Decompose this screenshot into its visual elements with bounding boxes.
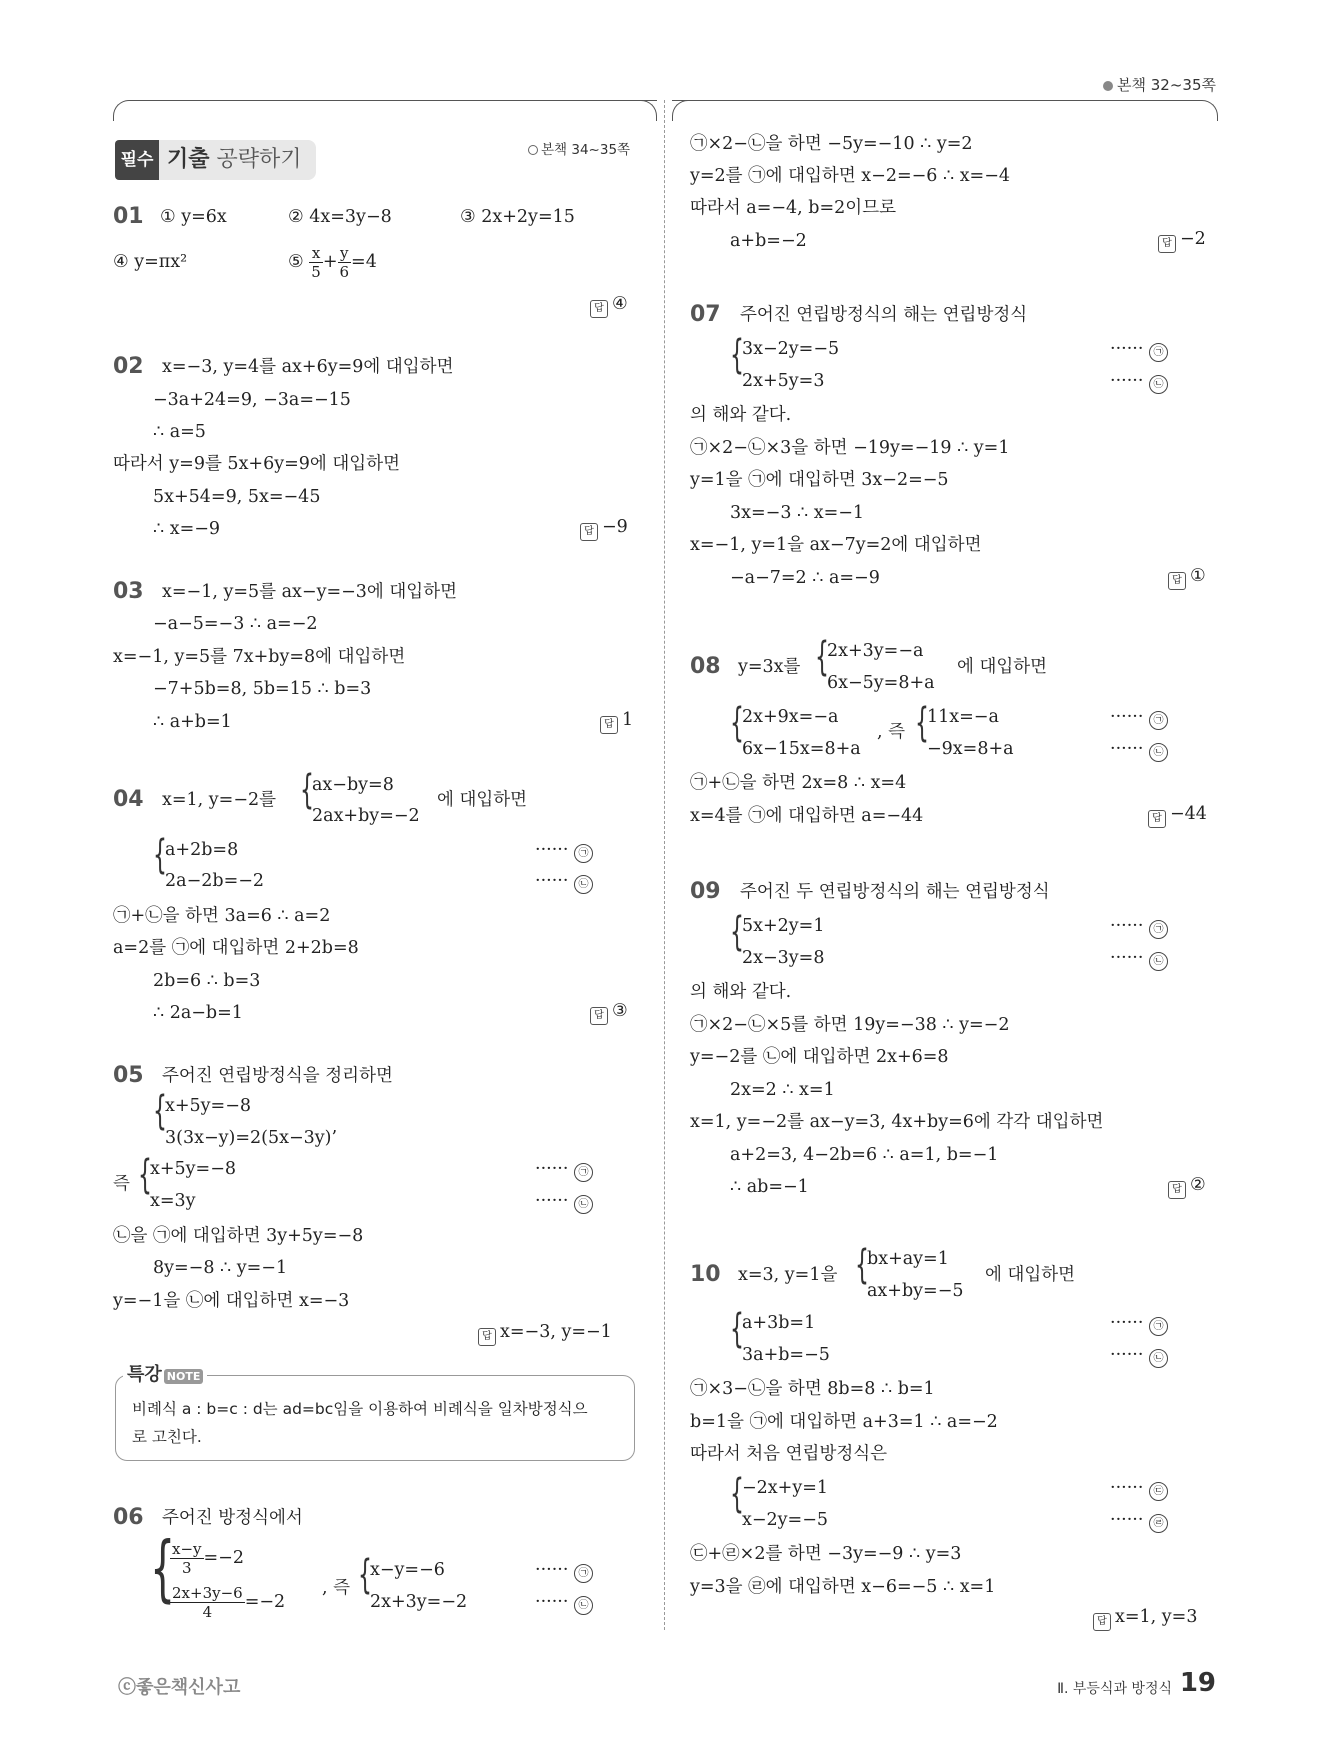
fraction: $\frac{2x+3y-6}{4}$ <box>172 1584 243 1621</box>
problem-04-equation: 2a−2b=−2 <box>165 871 265 891</box>
marker-a-icon: ㉠ <box>1149 711 1168 730</box>
problem-08-line: ㉠+㉡을 하면 2x=8 ∴ x=4 <box>690 773 907 793</box>
marker-a-icon: ㉠ <box>1149 1317 1168 1336</box>
problem-08-answer: 답 −44 <box>1148 804 1207 828</box>
problem-05-line: 주어진 연립방정식을 정리하면 <box>162 1066 393 1086</box>
page-number: 19 <box>1179 1668 1216 1698</box>
problem-02-answer: 답 −9 <box>580 517 628 541</box>
equation-label: ······ ㉠ <box>1110 914 1168 939</box>
problem-05-number: 05 <box>113 1063 144 1088</box>
equation-label: ······ ㉢ <box>1110 1476 1168 1501</box>
problem-07-line: 의 해와 같다. <box>690 405 792 425</box>
note-text: 로 고친다. <box>132 1428 202 1446</box>
problem-10-system: ax+by=−5 <box>867 1281 964 1301</box>
problem-07-equation: 3x−2y=−5 <box>742 339 840 359</box>
marker-b-icon: ㉡ <box>1149 375 1168 394</box>
problem-05-line: y=−1을 ㉡에 대입하면 x=−3 <box>113 1291 350 1311</box>
equation-label: ······ ㉡ <box>1110 1343 1168 1368</box>
equation-label: ······ ㉠ <box>1110 337 1168 362</box>
problem-09-equation: 5x+2y=1 <box>742 916 825 936</box>
equation-label: ······ ㉡ <box>535 1590 593 1615</box>
page-reference: 본책 32~35쪽 <box>1103 74 1216 95</box>
problem-08-number: 08 <box>690 654 721 679</box>
problem-09-line: x=1, y=−2를 ax−y=3, 4x+by=6에 각각 대입하면 <box>690 1112 1104 1132</box>
marker-a-icon: ㉠ <box>1149 343 1168 362</box>
problem-06-equation: 2x+3y=−2 <box>370 1592 468 1612</box>
problem-05-line: 즉 <box>113 1174 130 1194</box>
problem-01-number: 01 <box>113 204 144 229</box>
problem-09-line: ∴ ab=−1 <box>730 1177 809 1197</box>
bullet-icon <box>1103 81 1113 91</box>
circle-icon <box>528 145 538 155</box>
answer-icon: 답 <box>1168 1181 1186 1199</box>
problem-10-line: x=3, y=1을 <box>738 1265 838 1285</box>
equation-label: ······ ㉣ <box>1110 1508 1168 1533</box>
brace-icon: { <box>855 1242 869 1288</box>
problem-04-line: a=2를 ㉠에 대입하면 2+2b=8 <box>113 938 359 958</box>
problem-10-line: y=3을 ㉣에 대입하면 x−6=−5 ∴ x=1 <box>690 1577 996 1597</box>
problem-08-line: y=3x를 <box>738 657 801 677</box>
problem-08-line: x=4를 ㉠에 대입하면 a=−44 <box>690 806 924 826</box>
brace-icon: { <box>730 1306 744 1352</box>
problem-08-equation: 6x−15x=8+a <box>742 739 861 759</box>
answer-icon: 답 <box>1148 810 1166 828</box>
problem-06-line: 주어진 방정식에서 <box>162 1508 303 1528</box>
problem-05-equation: x=3y <box>150 1191 196 1211</box>
chapter-label: Ⅱ. 부등식과 방정식 <box>1057 1681 1172 1697</box>
problem-05-line: ㉡을 ㉠에 대입하면 3y+5y=−8 <box>113 1226 364 1246</box>
brace-icon: { <box>730 700 744 746</box>
problem-06-answer: 답 −2 <box>1158 229 1206 253</box>
problem-10-system: bx+ay=1 <box>867 1249 949 1269</box>
marker-b-icon: ㉡ <box>574 1195 593 1214</box>
problem-03-line: x=−1, y=5를 7x+by=8에 대입하면 <box>113 647 406 667</box>
problem-04-line: 2b=6 ∴ b=3 <box>153 971 261 991</box>
problem-01-option-4: ④ y=πx² <box>113 252 188 272</box>
problem-05-system: x+5y=−8 <box>165 1096 252 1116</box>
problem-07-line: y=1을 ㉠에 대입하면 3x−2=−5 <box>690 470 949 490</box>
section-badge: 필수 <box>115 140 159 180</box>
problem-05-equation: x+5y=−8 <box>150 1159 237 1179</box>
problem-02-line: 5x+54=9, 5x=−45 <box>153 487 321 507</box>
problem-08-system: 6x−5y=8+a <box>827 673 935 693</box>
problem-06-equation: x−y=−6 <box>370 1560 445 1580</box>
problem-07-equation: 2x+5y=3 <box>742 371 825 391</box>
problem-03-number: 03 <box>113 579 144 604</box>
brace-icon: { <box>730 1471 744 1517</box>
problem-08-equation: −9x=8+a <box>927 739 1014 759</box>
problem-02-number: 02 <box>113 354 144 379</box>
answer-icon: 답 <box>600 716 618 734</box>
problem-04-equation: a+2b=8 <box>165 840 239 860</box>
marker-a-icon: ㉠ <box>574 1163 593 1182</box>
problem-05-system: 3(3x−y)=2(5x−3y)’ <box>165 1128 338 1148</box>
answer-icon: 답 <box>590 1007 608 1025</box>
problem-10-answer: 답 x=1, y=3 <box>1093 1607 1197 1631</box>
problem-10-line: 에 대입하면 <box>985 1265 1076 1285</box>
problem-01-option-3: ③ 2x+2y=15 <box>460 207 575 227</box>
problem-08-equation: 11x=−a <box>927 707 999 727</box>
marker-a-icon: ㉠ <box>574 1564 593 1583</box>
problem-05-answer: 답 x=−3, y=−1 <box>478 1322 612 1346</box>
problem-04-line: ㉠+㉡을 하면 3a=6 ∴ a=2 <box>113 906 331 926</box>
problem-09-line: y=−2를 ㉡에 대입하면 2x+6=8 <box>690 1047 949 1067</box>
problem-06-fraction-equation: $\frac{x-y}{3}$ =−2 <box>172 1540 244 1577</box>
frame-top-right <box>672 100 1218 121</box>
equation-label: ······ ㉡ <box>1110 946 1168 971</box>
brace-icon: { <box>815 634 829 680</box>
equation-label: ······ ㉡ <box>1110 737 1168 762</box>
problem-04-number: 04 <box>113 787 144 812</box>
problem-10-line: ㉠×3−㉡을 하면 8b=8 ∴ b=1 <box>690 1379 935 1399</box>
problem-02-line: x=−3, y=4를 ax+6y=9에 대입하면 <box>162 357 454 377</box>
fraction: $\frac{x}{5}$ <box>311 244 321 281</box>
problem-09-number: 09 <box>690 879 721 904</box>
problem-07-line: ㉠×2−㉡×3을 하면 −19y=−19 ∴ y=1 <box>690 438 1010 458</box>
problem-06-line: , 즉 <box>322 1578 351 1598</box>
problem-08-line: 에 대입하면 <box>957 657 1048 677</box>
problem-07-line: 3x=−3 ∴ x=−1 <box>730 503 865 523</box>
marker-b-icon: ㉡ <box>1149 952 1168 971</box>
problem-06-fraction-equation: $\frac{2x+3y-6}{4}$ =−2 <box>172 1584 286 1621</box>
problem-09-answer: 답 ② <box>1168 1175 1206 1199</box>
marker-b-icon: ㉡ <box>1149 1349 1168 1368</box>
marker-c-icon: ㉢ <box>1149 1482 1168 1501</box>
problem-07-line: −a−7=2 ∴ a=−9 <box>730 568 880 588</box>
problem-08-equation: 2x+9x=−a <box>742 707 839 727</box>
problem-04-line: x=1, y=−2를 <box>162 790 277 810</box>
brace-icon: { <box>358 1552 372 1598</box>
problem-09-line: ㉠×2−㉡×5를 하면 19y=−38 ∴ y=−2 <box>690 1015 1010 1035</box>
problem-04-system: ax−by=8 <box>312 775 394 795</box>
problem-02-line: ∴ a=5 <box>153 422 206 442</box>
problem-09-line: 의 해와 같다. <box>690 982 792 1002</box>
brace-icon: { <box>730 909 744 955</box>
problem-03-line: ∴ a+b=1 <box>153 712 232 732</box>
equation-label: ······ ㉡ <box>1110 369 1168 394</box>
answer-icon: 답 <box>590 300 608 318</box>
equation-label: ······ ㉡ <box>535 1189 593 1214</box>
marker-b-icon: ㉡ <box>574 875 593 894</box>
brace-icon: { <box>915 700 929 746</box>
problem-07-line: 주어진 연립방정식의 해는 연립방정식 <box>740 305 1028 325</box>
marker-a-icon: ㉠ <box>574 844 593 863</box>
problem-10-line: 따라서 처음 연립방정식은 <box>690 1444 888 1464</box>
section-title: 기출 공략하기 <box>159 140 316 180</box>
problem-10-equation: a+3b=1 <box>742 1313 816 1333</box>
problem-10-line: b=1을 ㉠에 대입하면 a+3=1 ∴ a=−2 <box>690 1412 998 1432</box>
problem-07-answer: 답 ① <box>1168 566 1206 590</box>
problem-03-line: −7+5b=8, 5b=15 ∴ b=3 <box>153 679 372 699</box>
marker-b-icon: ㉡ <box>1149 743 1168 762</box>
brace-icon: { <box>138 1152 152 1198</box>
problem-04-line: 에 대입하면 <box>437 790 528 810</box>
problem-10-equation: x−2y=−5 <box>742 1510 829 1530</box>
problem-01-option-2: ② 4x=3y−8 <box>288 207 392 227</box>
frame-top-left <box>113 100 657 121</box>
section-reference: 본책 34~35쪽 <box>528 138 630 158</box>
problem-02-line: ∴ x=−9 <box>153 519 221 539</box>
problem-03-answer: 답 1 <box>600 710 633 734</box>
brace-icon: { <box>150 1526 176 1610</box>
publisher-logo: ⓒ좋은책신사고 <box>118 1677 241 1698</box>
equation-label: ······ ㉠ <box>1110 1311 1168 1336</box>
brace-icon: { <box>300 767 314 813</box>
problem-10-equation: 3a+b=−5 <box>742 1345 830 1365</box>
answer-icon: 답 <box>1168 572 1186 590</box>
equation-label: ······ ㉠ <box>535 1157 593 1182</box>
problem-09-line: 2x=2 ∴ x=1 <box>730 1080 835 1100</box>
problem-01-answer: 답 ④ <box>590 294 628 318</box>
problem-02-line: 따라서 y=9를 5x+6y=9에 대입하면 <box>113 454 401 474</box>
answer-icon: 답 <box>478 1328 496 1346</box>
problem-04-system: 2ax+by=−2 <box>312 806 420 826</box>
problem-08-system: 2x+3y=−a <box>827 641 924 661</box>
fraction: $\frac{y}{6}$ <box>339 244 350 281</box>
equation-label: ······ ㉠ <box>1110 705 1168 730</box>
problem-01-option-5: ⑤ $\frac{x}{5}$ + $\frac{y}{6}$ =4 <box>288 244 377 281</box>
answer-icon: 답 <box>580 523 598 541</box>
answer-icon: 답 <box>1158 235 1176 253</box>
note-title: 특강 NOTE <box>123 1360 207 1386</box>
equation-label: ······ ㉠ <box>535 1558 593 1583</box>
marker-b-icon: ㉡ <box>574 1596 593 1615</box>
problem-06-line: 따라서 a=−4, b=2이므로 <box>690 198 897 218</box>
problem-06-line: ㉠×2−㉡을 하면 −5y=−10 ∴ y=2 <box>690 134 973 154</box>
problem-07-line: x=−1, y=1을 ax−7y=2에 대입하면 <box>690 535 982 555</box>
brace-icon: { <box>730 332 744 378</box>
problem-04-answer: 답 ③ <box>590 1001 628 1025</box>
problem-10-number: 10 <box>690 1262 721 1287</box>
equation-label: ······ ㉡ <box>535 869 593 894</box>
answer-icon: 답 <box>1093 1613 1111 1631</box>
marker-d-icon: ㉣ <box>1149 1514 1168 1533</box>
problem-09-equation: 2x−3y=8 <box>742 948 825 968</box>
problem-09-line: 주어진 두 연립방정식의 해는 연립방정식 <box>740 882 1050 902</box>
problem-03-line: −a−5=−3 ∴ a=−2 <box>153 614 318 634</box>
problem-01-option-1: ① y=6x <box>160 207 227 227</box>
column-divider <box>664 100 665 1630</box>
problem-08-line: , 즉 <box>877 722 906 742</box>
problem-06-number: 06 <box>113 1505 144 1530</box>
problem-06-line: y=2를 ㉠에 대입하면 x−2=−6 ∴ x=−4 <box>690 166 1011 186</box>
problem-04-line: ∴ 2a−b=1 <box>153 1003 243 1023</box>
problem-10-equation: −2x+y=1 <box>742 1478 829 1498</box>
problem-06-line: a+b=−2 <box>730 231 807 251</box>
marker-a-icon: ㉠ <box>1149 920 1168 939</box>
brace-icon: { <box>153 832 167 878</box>
problem-07-number: 07 <box>690 302 721 327</box>
equation-label: ······ ㉠ <box>535 838 593 863</box>
problem-03-line: x=−1, y=5를 ax−y=−3에 대입하면 <box>162 582 458 602</box>
brace-icon: { <box>153 1088 167 1134</box>
problem-05-line: 8y=−8 ∴ y=−1 <box>153 1258 288 1278</box>
problem-02-line: −3a+24=9, −3a=−15 <box>153 390 351 410</box>
problem-09-line: a+2=3, 4−2b=6 ∴ a=1, b=−1 <box>730 1145 999 1165</box>
fraction: $\frac{x-y}{3}$ <box>172 1540 202 1577</box>
problem-10-line: ㉢+㉣×2를 하면 −3y=−9 ∴ y=3 <box>690 1544 962 1564</box>
note-text: 비례식 a : b=c : d는 ad=bc임을 이용하여 비례식을 일차방정식으 <box>132 1400 588 1418</box>
